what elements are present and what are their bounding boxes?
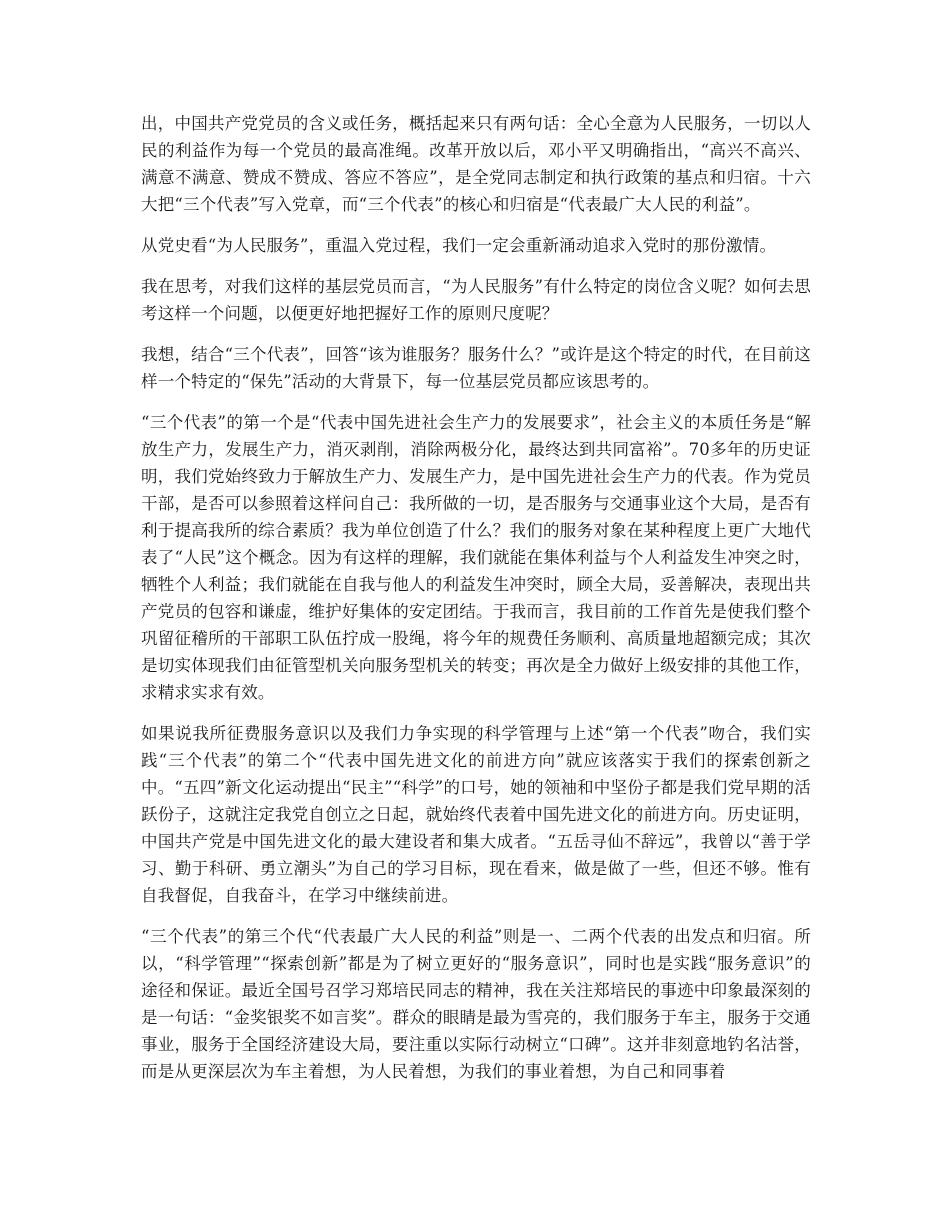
document-page (141, 110, 811, 1099)
paragraph-5: “三个代表”的第一个是“代表中国先进社会生产力的发展要求”，社会主义的本质任务是“解放生产力，发展生产力，消灭剥削，消除两极分化，最终达到共同富裕”。70多年的历史证明，我们党始终致力于解放生产力、发展生产力，是中国先进社会生产力的代表。作为党员干部，是否可以参照着这样问自己：我所做的一切，是否服务与交通事业这个大局，是否有利于提高我所的综合素质？我为单位创造了什么？我们的服务对象在某种程度上更广大地代表了“人民”这个概念。因为有这样的理解，我们就能在集体利益与个人利益发生冲突之时，牺牲个人利益；我们就能在自我与他人的利益发生冲突时，顾全大局，妥善解决，表现出共产党员的包容和谦虚，维护好集体的安定团结。于我而言，我目前的工作首先是使我们整个巩留征稽所的干部职工队伍拧成一股绳，将今年的规费任务顺利、高质量地超额完成；其次是切实体现我们由征管型机关向服务型机关的转变；再次是全力做好上级安排的其他工作，求精求实求有效。 (141, 413, 811, 702)
paragraph-4: 我想，结合“三个代表”，回答“该为谁服务？服务什么？”或许是这个特定的时代，在目前这样一个特定的“保先”活动的大背景下，每一位基层党员都应该思考的。 (141, 345, 811, 391)
paragraph-1: 出，中国共产党党员的含义或任务，概括起来只有两句话：全心全意为人民服务，一切以人民的利益作为每一个党员的最高准绳。改革开放以后，邓小平又明确指出，“高兴不高兴、满意不满意、赞成不赞成、答应不答应”，是全党同志制定和执行政策的基点和归宿。十六大把“三个代表”写入党章，而“三个代表”的核心和归宿是“代表最广大人民的利益”。 (141, 114, 811, 214)
paragraph-7: “三个代表”的第三个代“代表最广大人民的利益”则是一、二两个代表的出发点和归宿。所以，“科学管理”“探索创新”都是为了树立更好的“服务意识”，同时也是实践“服务意识”的途径和保证。最近全国号召学习郑培民同志的精神，我在关注郑培民的事迹中印象最深刻的是一句话：“金奖银奖不如言奖”。群众的眼睛是最为雪亮的，我们服务于车主，服务于交通事业，服务于全国经济建设大局，要注重以实际行动树立“口碑”。这并非刻意地钓名沽誉，而是从更深层次为车主着想，为人民着想，为我们的事业着想，为自己和同事着 (141, 927, 811, 1081)
paragraph-3: 我在思考，对我们这样的基层党员而言，“为人民服务”有什么特定的岗位含义呢？如何去思考这样一个问题，以便更好地把握好工作的原则尺度呢？ (141, 277, 811, 323)
paragraph-2: 从党史看“为人民服务”，重温入党过程，我们一定会重新涌动追求入党时的那份激情。 (141, 236, 777, 255)
paragraph-6: 如果说我所征费服务意识以及我们力争实现的科学管理与上述“第一个代表”吻合，我们实践“三个代表”的第二个“代表中国先进文化的前进方向”就应该落实于我们的探索创新之中。“五四”新文化运动提出“民主”“科学”的口号，她的领袖和中坚份子都是我们党早期的活跃份子，这就注定我党自创立之日起，就始终代表着中国先进文化的前进方向。历史证明，中国共产党是中国先进文化的最大建设者和集大成者。“五岳寻仙不辞远”，我曾以“善于学习、勤于科研、勇立潮头”为自己的学习目标，现在看来，做是做了一些，但还不够。惟有自我督促，自我奋斗，在学习中继续前进。 (141, 724, 811, 905)
